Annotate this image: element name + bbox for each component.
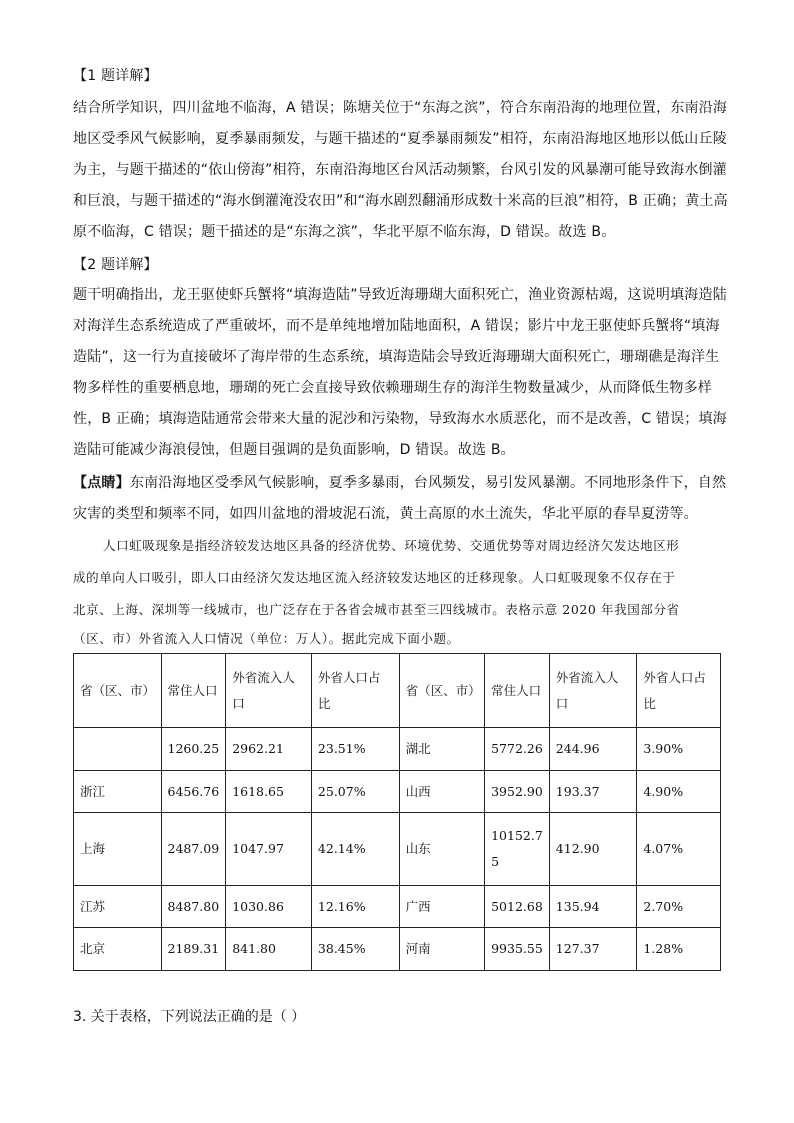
table-row — [74, 928, 721, 971]
table-cell: 2487.09 — [161, 813, 226, 886]
table-cell: 6456.76 — [161, 771, 226, 813]
intro-line-1: 人口虹吸现象是指经济较发达地区具备的经济优势、环境优势、交通优势等对周边经济欠发达地区形 — [103, 538, 680, 553]
table-cell: 山西 — [399, 771, 485, 813]
table-cell: 上海 — [74, 813, 162, 886]
population-table — [73, 653, 721, 971]
table-cell: 4.90% — [637, 771, 721, 813]
intro-line-2: 成的单向人口吸引，即人口由经济欠发达地区流入经济较发达地区的迁移现象。人口虹吸现象不仅存在于 — [73, 570, 676, 585]
table-cell — [74, 728, 162, 771]
q2-line-4: 物多样性的重要栖息地，珊瑚的死亡会直接导致依赖珊瑚生存的海洋生物数量减少，从而降低生物多样 — [73, 380, 712, 396]
q2-line-5: 性，B 正确；填海造陆通常会带来大量的泥沙和污染物，导致海水水质恶化，而不是改善，C 错误；填海 — [73, 411, 727, 427]
table-cell: 广西 — [399, 886, 485, 928]
table-cell: 9935.55 — [485, 928, 550, 971]
table-cell: 23.51% — [311, 728, 399, 771]
table-cell: 193.37 — [549, 771, 637, 813]
q1-line-4: 和巨浪，与题干描述的“海水倒灌淹没农田”和“海水剧烈翻涌形成数十米高的巨浪”相符，B 正确；黄土高 — [73, 193, 728, 209]
q1-line-1: 结合所学知识，四川盆地不临海，A 错误；陈塘关位于“东海之滨”，符合东南沿海的地理位置，东南沿海 — [73, 100, 728, 116]
q2-heading: 【2 题详解】 — [73, 257, 158, 273]
q1-line-5: 原不临海，C 错误；题干描述的是“东海之滨”，华北平原不临东海，D 错误。故选 B。 — [73, 224, 616, 240]
dianjing-text-1: 东南沿海地区受季风气候影响，夏季多暴雨，台风频发，易引发风暴潮。不同地形条件下，自然 — [129, 475, 727, 491]
q2-line-2: 对海洋生态系统造成了严重破坏，而不是单纯地增加陆地面积，A 错误；影片中龙王驱使虾兵蟹将“填海 — [73, 318, 720, 334]
header-cell: 外省人口占比 — [637, 654, 721, 728]
table-cell: 12.16% — [311, 886, 399, 928]
table-cell: 浙江 — [74, 771, 162, 813]
q1-heading: 【1 题详解】 — [73, 68, 158, 84]
table-cell: 127.37 — [549, 928, 637, 971]
table-cell: 3952.90 — [485, 771, 550, 813]
intro-line-4: （区、市）外省流入人口情况（单位：万人）。据此完成下面小题。 — [73, 631, 460, 646]
header-cell: 省（区、市） — [399, 654, 485, 728]
dianjing-line-1 — [73, 474, 726, 492]
question-3: 3. 关于表格，下列说法正确的是（ ） — [73, 1009, 306, 1025]
table-cell: 10152.75 — [485, 813, 550, 886]
table-cell: 135.94 — [549, 886, 637, 928]
table-cell: 2962.21 — [226, 728, 312, 771]
table-row — [74, 886, 721, 928]
table-cell: 4.07% — [637, 813, 721, 886]
table-cell: 江苏 — [74, 886, 162, 928]
q1-line-2: 地区受季风气候影响，夏季暴雨频发，与题干描述的“夏季暴雨频发”相符，东南沿海地区地形以低山丘陵 — [73, 131, 727, 147]
header-cell: 常住人口 — [161, 654, 226, 728]
table-cell: 2189.31 — [161, 928, 226, 971]
q2-line-6: 造陆可能减少海浪侵蚀，但题目强调的是负面影响，D 错误。故选 B。 — [73, 442, 515, 458]
table-cell: 湖北 — [399, 728, 485, 771]
table-cell: 25.07% — [311, 771, 399, 813]
table-cell: 1260.25 — [161, 728, 226, 771]
header-cell: 常住人口 — [485, 654, 550, 728]
table-cell: 5012.68 — [485, 886, 550, 928]
table-cell: 河南 — [399, 928, 485, 971]
table-row — [74, 728, 721, 771]
intro-line-3: 北京、上海、深圳等一线城市，也广泛存在于各省会城市甚至三四线城市。表格示意 2020 年我国部分省 — [73, 602, 680, 617]
table-cell: 5772.26 — [485, 728, 550, 771]
table-cell: 1047.97 — [226, 813, 312, 886]
table-row — [74, 813, 721, 886]
table-cell: 北京 — [74, 928, 162, 971]
header-cell: 外省流入人口 — [549, 654, 637, 728]
table-row — [74, 771, 721, 813]
header-cell: 外省人口占比 — [311, 654, 399, 728]
dianjing-line-2: 灾害的类型和频率不同，如四川盆地的滑坡泥石流，黄土高原的水土流失，华北平原的春旱夏涝等。 — [73, 506, 698, 522]
table-cell: 3.90% — [637, 728, 721, 771]
header-cell: 省（区、市） — [74, 654, 162, 728]
table-cell: 1618.65 — [226, 771, 312, 813]
table-cell: 1030.86 — [226, 886, 312, 928]
header-cell: 外省流入人口 — [226, 654, 312, 728]
table-cell: 244.96 — [549, 728, 637, 771]
table-cell: 38.45% — [311, 928, 399, 971]
dianjing-tag: 【点睛】 — [73, 475, 130, 491]
q2-line-1: 题干明确指出，龙王驱使虾兵蟹将“填海造陆”导致近海珊瑚大面积死亡，渔业资源枯竭，这说明填海造陆 — [73, 287, 727, 303]
table-cell: 841.80 — [226, 928, 312, 971]
q2-line-3: 造陆”，这一行为直接破坏了海岸带的生态系统，填海造陆会导致近海珊瑚大面积死亡，珊瑚礁是海洋生 — [73, 349, 720, 365]
q1-line-3: 为主，与题干描述的“依山傍海”相符，东南沿海地区台风活动频繁，台风引发的风暴潮可能导致海水倒灌 — [73, 162, 727, 178]
table-cell: 412.90 — [549, 813, 637, 886]
table-cell: 42.14% — [311, 813, 399, 886]
table-cell: 2.70% — [637, 886, 721, 928]
table-cell: 8487.80 — [161, 886, 226, 928]
table-header-row — [74, 654, 721, 728]
table-cell: 山东 — [399, 813, 485, 886]
table-cell: 1.28% — [637, 928, 721, 971]
